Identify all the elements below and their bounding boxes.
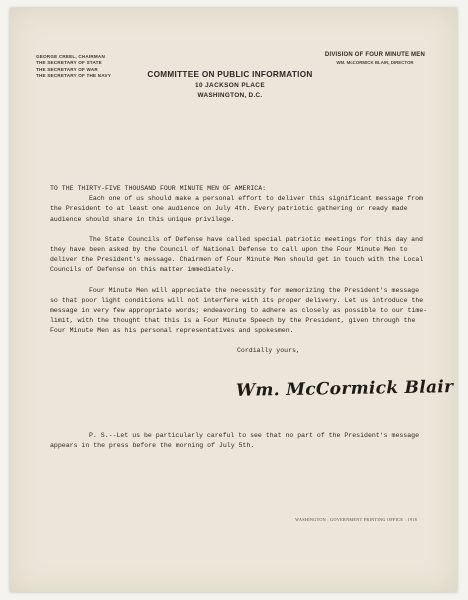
paragraph: Each one of us should make a personal effort to deliver this significant message from the President to at least one audience on July 4th. Every patriotic gathering or ready made audience should share in this unique privilege. [50, 195, 423, 223]
salutation: TO THE THIRTY-FIVE THOUSAND FOUR MINUTE MEN OF AMERICA: [50, 185, 267, 192]
division-name: DIVISION OF FOUR MINUTE MEN [324, 52, 425, 58]
address-line: 10 JACKSON PLACE [195, 82, 265, 89]
letter-page [10, 8, 457, 592]
city-line: WASHINGTON, D.C. [197, 92, 263, 99]
committee-members-list [36, 54, 111, 80]
paragraph: The State Councils of Defense have called special patriotic meetings for this day and they have been asked by the Council of National Defense to call upon the Four Minute Men to deliver the President's message. Chairmen of Four Minute Men should get in touch with the Local Councils of Defense on this matter immediately. [50, 235, 424, 274]
member-line: THE SECRETARY OF WAR [36, 66, 98, 72]
letter-body [50, 184, 430, 356]
member-line: THE SECRETARY OF THE NAVY [36, 73, 112, 79]
member-line: GEORGE CREEL, CHAIRMAN [36, 54, 105, 59]
closing: Cordially yours, [237, 346, 300, 354]
division-block [325, 52, 425, 65]
postscript: P. S.--Let us be particularly careful to see that no part of the President's message appears in the press before the morning of July 5th. [50, 431, 420, 449]
paragraph: Four Minute Men will appreciate the necessity for memorizing the President's message so that poor light conditions will not interfere with its proper delivery. Let us introduce the message in very few appropriate words; endeavoring to adhere as closely as possible to our time-limit, with the thought that this is a Four Minute Speech by the President, given through the Four Minute Men as his personal representatives and spokesmen. [50, 286, 428, 335]
division-director: WM. McCORMICK BLAIR, DIRECTOR [336, 60, 414, 65]
member-line: THE SECRETARY OF STATE [36, 60, 102, 66]
committee-name: COMMITTEE ON PUBLIC INFORMATION [147, 70, 313, 79]
printer-imprint: WASHINGTON : GOVERNMENT PRINTING OFFICE : 1918 [295, 517, 417, 522]
letterhead-title-block [140, 70, 320, 99]
signature: Wm. McCormick Blair [235, 377, 454, 401]
